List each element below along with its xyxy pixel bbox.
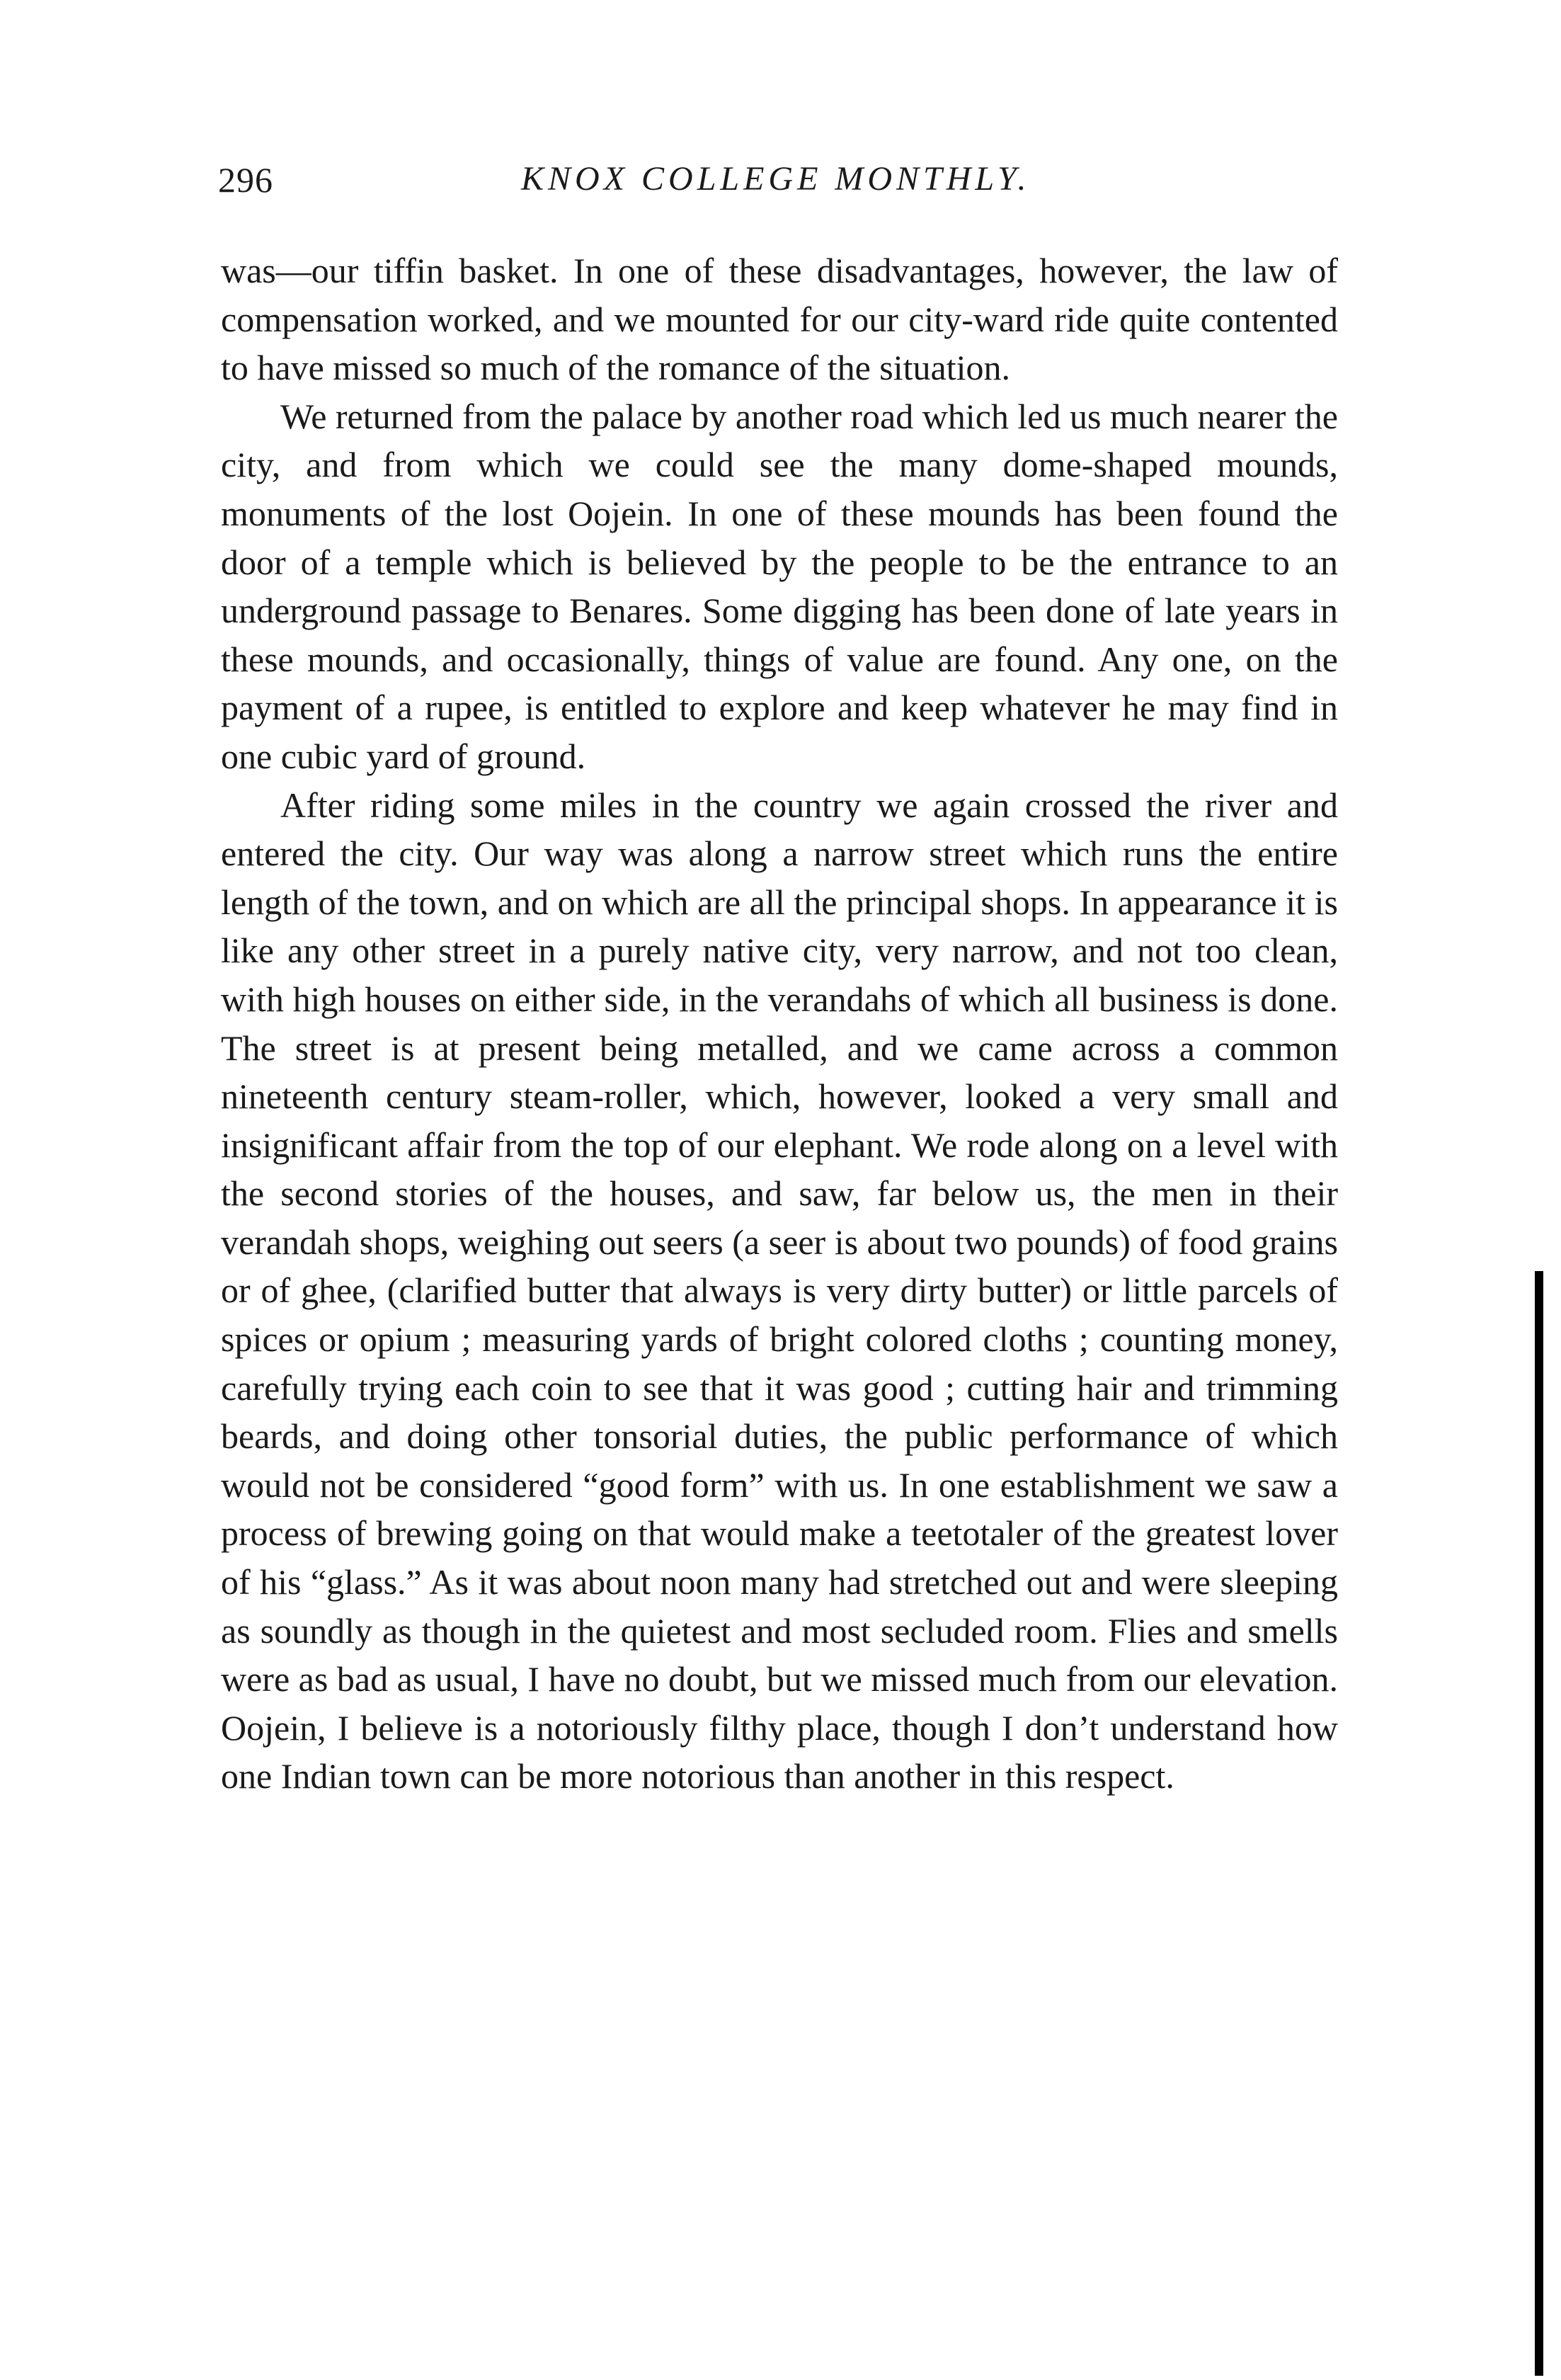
page-header (218, 159, 1337, 209)
running-title: KNOX COLLEGE MONTHLY. (521, 160, 1031, 198)
paragraph: We returned from the palace by another road which led us much nearer the city, and from which we could see the many dome-shaped mounds, monuments of the lost Oojein. In one of these mounds has been found the door of a temple which is believed by the people to be the entrance to an underground passage to Benares. Some digging has been done of late years in these mounds, and occasionally, things of value are found. Any one, on the payment of a rupee, is entitled to explore and keep whatever he may find in one cubic yard of ground. (221, 396, 1338, 776)
binding-edge-mark (1535, 1271, 1543, 2376)
body-text (221, 246, 1338, 1801)
paragraph: was—our tiffin basket. In one of these disadvantages, however, the law of compensation worked, and we mounted for our city-ward ride quite contented to have missed so much of the romance of the situation. (221, 251, 1338, 388)
paragraph: After riding some miles in the country we again crossed the river and entered the city. Our way was along a narrow street which runs the entire length of the town, and on which are all the principal shops. In appearance it is like any other street in a purely native city, very narrow, and not too clean, with high houses on either side, in the verandahs of which all business is done. The street is at present being metalled, and we came across a common nineteenth century steam-roller, which, however, looked a very small and insignificant affair from the top of our elephant. We rode along on a level with the second stories of the houses, and saw, far below us, the men in their verandah shops, weighing out seers (a seer is about two pounds) of food grains or of ghee, (clarified butter that always is very dirty butter) or little parcels of spices or opium ; measuring yards of bright colored cloths ; counting money, carefully trying each coin to see that it was good ; cutting hair and trimming beards, and doing other tonsorial duties, the public performance of which would not be considered “good form” with us. In one establishment we saw a process of brewing going on that would make a teetotaler of the greatest lover of his “glass.” As it was about noon many had stretched out and were sleeping as soundly as though in the quietest and most secluded room. Flies and smells were as bad as usual, I have no doubt, but we missed much from our elevation. Oojein, I believe is a notoriously filthy place, though I don’t understand how one Indian town can be more notorious than another in this respect. (221, 785, 1338, 1797)
page-number: 296 (218, 160, 273, 200)
